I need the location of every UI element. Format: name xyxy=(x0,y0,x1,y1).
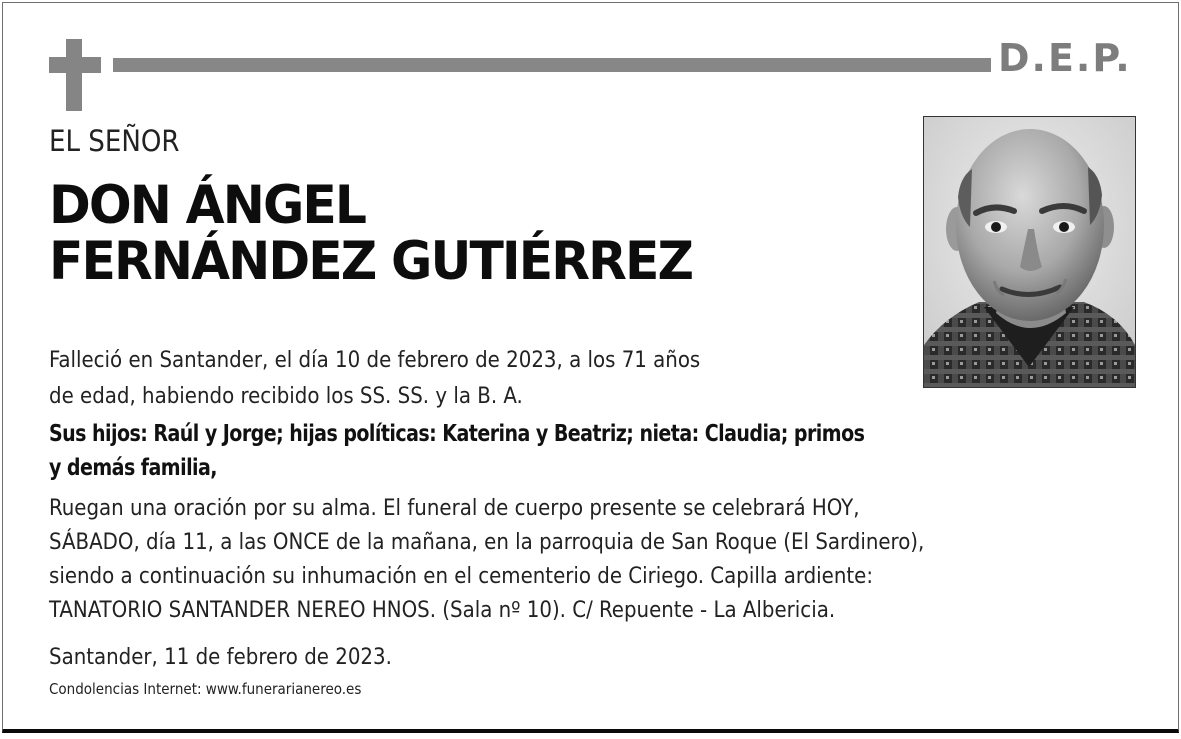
cross-icon xyxy=(49,39,101,111)
place-date: Santander, 11 de febrero de 2023. xyxy=(49,645,392,670)
dep-mark: D.E.P. xyxy=(998,36,1132,80)
family-line-1: Sus hijos: Raúl y Jorge; hijas políticas: Katerina y Beatriz; nieta: Claudia; primos xyxy=(49,421,865,447)
prayer-line-3: siendo a continuación su inhumación en el cementerio de Ciriego. Capilla ardiente: xyxy=(49,564,874,589)
death-notice-line-1: Falleció en Santander, el día 10 de febrero de 2023, a los 71 años xyxy=(49,348,701,373)
portrait-photo xyxy=(923,116,1136,388)
prayer-paragraph xyxy=(49,492,924,628)
deceased-title-label: EL SEÑOR xyxy=(49,124,180,158)
death-notice xyxy=(49,343,700,415)
condolences-line: Condolencias Internet: www.funerarianereo.es xyxy=(49,680,362,698)
family-paragraph xyxy=(49,417,864,485)
prayer-line-1: Ruegan una oración por su alma. El funeral de cuerpo presente se celebrará HOY, xyxy=(49,496,860,521)
deceased-name-line-2: FERNÁNDEZ GUTIÉRREZ xyxy=(49,231,693,292)
death-notice-line-2: de edad, habiendo recibido los SS. SS. y la B. A. xyxy=(49,384,523,409)
obituary-notice xyxy=(2,2,1179,733)
family-line-2: y demás familia, xyxy=(49,455,217,481)
header-rule xyxy=(113,58,991,72)
deceased-name xyxy=(49,175,693,292)
prayer-line-4: TANATORIO SANTANDER NEREO HNOS. (Sala nº 10). C/ Repuente - La Albericia. xyxy=(49,598,836,623)
prayer-line-2: SÁBADO, día 11, a las ONCE de la mañana, en la parroquia de San Roque (El Sardinero), xyxy=(49,530,925,555)
deceased-name-line-1: DON ÁNGEL xyxy=(49,175,366,236)
